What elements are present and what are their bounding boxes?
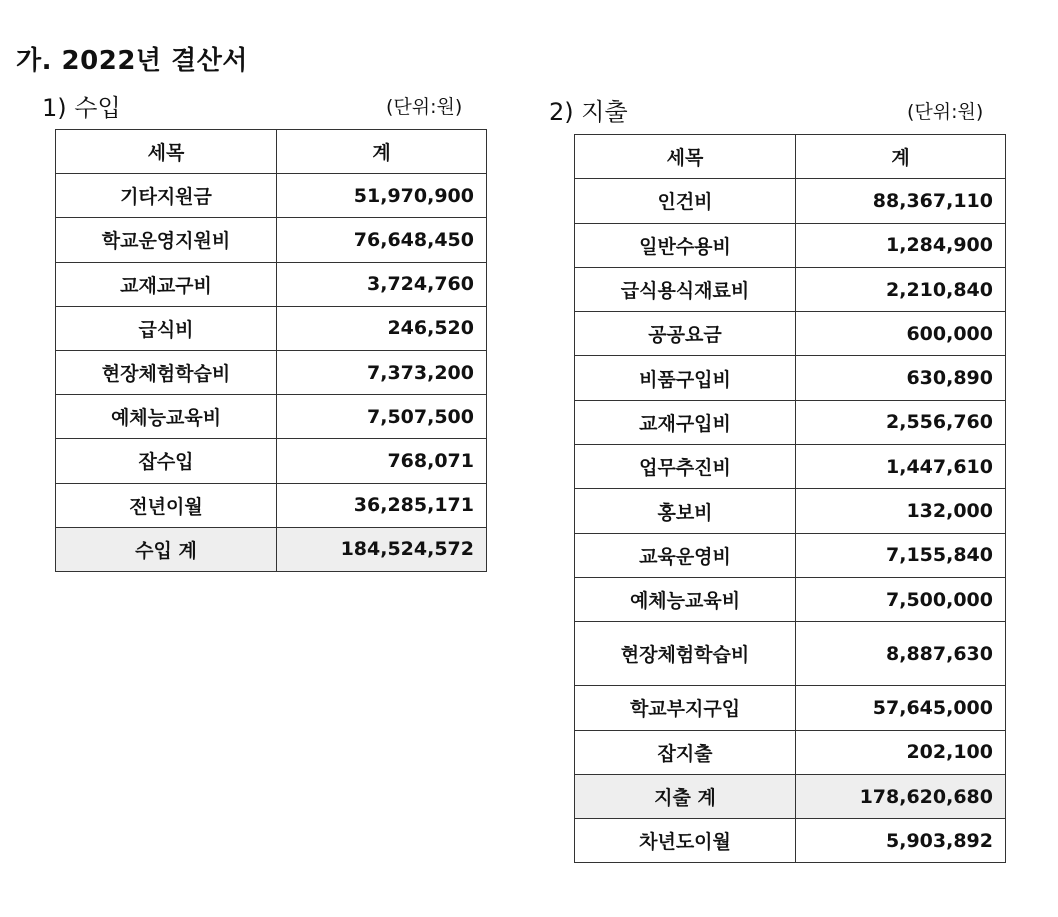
table-row xyxy=(575,686,1006,730)
item-name: 예체능교육비 xyxy=(56,395,277,439)
item-name: 예체능교육비 xyxy=(575,577,796,621)
item-amount: 132,000 xyxy=(796,489,1006,533)
table-header-row xyxy=(575,135,1006,179)
table-row xyxy=(575,577,1006,621)
total-label: 수입 계 xyxy=(56,527,277,571)
item-amount: 76,648,450 xyxy=(277,218,487,262)
item-amount: 7,500,000 xyxy=(796,577,1006,621)
item-name: 기타지원금 xyxy=(56,174,277,218)
item-amount: 1,447,610 xyxy=(796,445,1006,489)
item-name: 업무추진비 xyxy=(575,445,796,489)
item-amount: 630,890 xyxy=(796,356,1006,400)
income-table xyxy=(55,129,487,572)
table-row xyxy=(575,356,1006,400)
item-amount: 8,887,630 xyxy=(796,622,1006,686)
item-name: 비품구입비 xyxy=(575,356,796,400)
item-name: 급식용식재료비 xyxy=(575,267,796,311)
item-name: 일반수용비 xyxy=(575,223,796,267)
table-row xyxy=(575,267,1006,311)
table-row xyxy=(56,395,487,439)
total-row xyxy=(575,774,1006,818)
table-row xyxy=(575,223,1006,267)
table-row xyxy=(575,489,1006,533)
item-name: 잡지출 xyxy=(575,730,796,774)
column-header-amount: 계 xyxy=(796,135,1006,179)
table-row xyxy=(56,306,487,350)
total-amount: 184,524,572 xyxy=(277,527,487,571)
item-name: 교재구입비 xyxy=(575,400,796,444)
item-name: 전년이월 xyxy=(56,483,277,527)
expense-heading: 2) 지출 xyxy=(549,98,628,126)
table-row xyxy=(56,483,487,527)
item-name: 교육운영비 xyxy=(575,533,796,577)
item-name: 현장체험학습비 xyxy=(56,350,277,394)
table-row xyxy=(56,350,487,394)
table-row xyxy=(575,622,1006,686)
item-amount: 600,000 xyxy=(796,312,1006,356)
table-row xyxy=(575,533,1006,577)
table-row xyxy=(56,262,487,306)
item-name: 학교부지구입 xyxy=(575,686,796,730)
item-name: 홍보비 xyxy=(575,489,796,533)
column-header-amount: 계 xyxy=(277,130,487,174)
item-amount: 2,210,840 xyxy=(796,267,1006,311)
item-amount: 2,556,760 xyxy=(796,400,1006,444)
table-row xyxy=(575,179,1006,223)
item-amount: 36,285,171 xyxy=(277,483,487,527)
item-amount: 1,284,900 xyxy=(796,223,1006,267)
table-row xyxy=(575,312,1006,356)
item-amount: 7,507,500 xyxy=(277,395,487,439)
total-amount: 178,620,680 xyxy=(796,774,1006,818)
table-row xyxy=(56,218,487,262)
carryover-amount: 5,903,892 xyxy=(796,819,1006,863)
item-name: 현장체험학습비 xyxy=(575,622,796,686)
carryover-label: 차년도이월 xyxy=(575,819,796,863)
column-header-item: 세목 xyxy=(56,130,277,174)
item-amount: 51,970,900 xyxy=(277,174,487,218)
item-amount: 88,367,110 xyxy=(796,179,1006,223)
item-name: 잡수입 xyxy=(56,439,277,483)
item-name: 학교운영지원비 xyxy=(56,218,277,262)
column-header-item: 세목 xyxy=(575,135,796,179)
item-amount: 3,724,760 xyxy=(277,262,487,306)
table-row xyxy=(56,439,487,483)
table-row xyxy=(575,400,1006,444)
item-name: 교재교구비 xyxy=(56,262,277,306)
item-name: 급식비 xyxy=(56,306,277,350)
carryover-row xyxy=(575,819,1006,863)
item-amount: 202,100 xyxy=(796,730,1006,774)
table-header-row xyxy=(56,130,487,174)
income-unit-label: (단위:원) xyxy=(386,96,463,118)
item-amount: 246,520 xyxy=(277,306,487,350)
expense-table xyxy=(574,134,1006,863)
income-heading: 1) 수입 xyxy=(42,94,121,122)
item-amount: 7,373,200 xyxy=(277,350,487,394)
table-row xyxy=(56,174,487,218)
total-row xyxy=(56,527,487,571)
total-label: 지출 계 xyxy=(575,774,796,818)
item-name: 인건비 xyxy=(575,179,796,223)
item-amount: 57,645,000 xyxy=(796,686,1006,730)
item-name: 공공요금 xyxy=(575,312,796,356)
table-row xyxy=(575,445,1006,489)
item-amount: 7,155,840 xyxy=(796,533,1006,577)
document-title: 가. 2022년 결산서 xyxy=(16,46,248,76)
table-row xyxy=(575,730,1006,774)
item-amount: 768,071 xyxy=(277,439,487,483)
expense-unit-label: (단위:원) xyxy=(907,101,984,123)
